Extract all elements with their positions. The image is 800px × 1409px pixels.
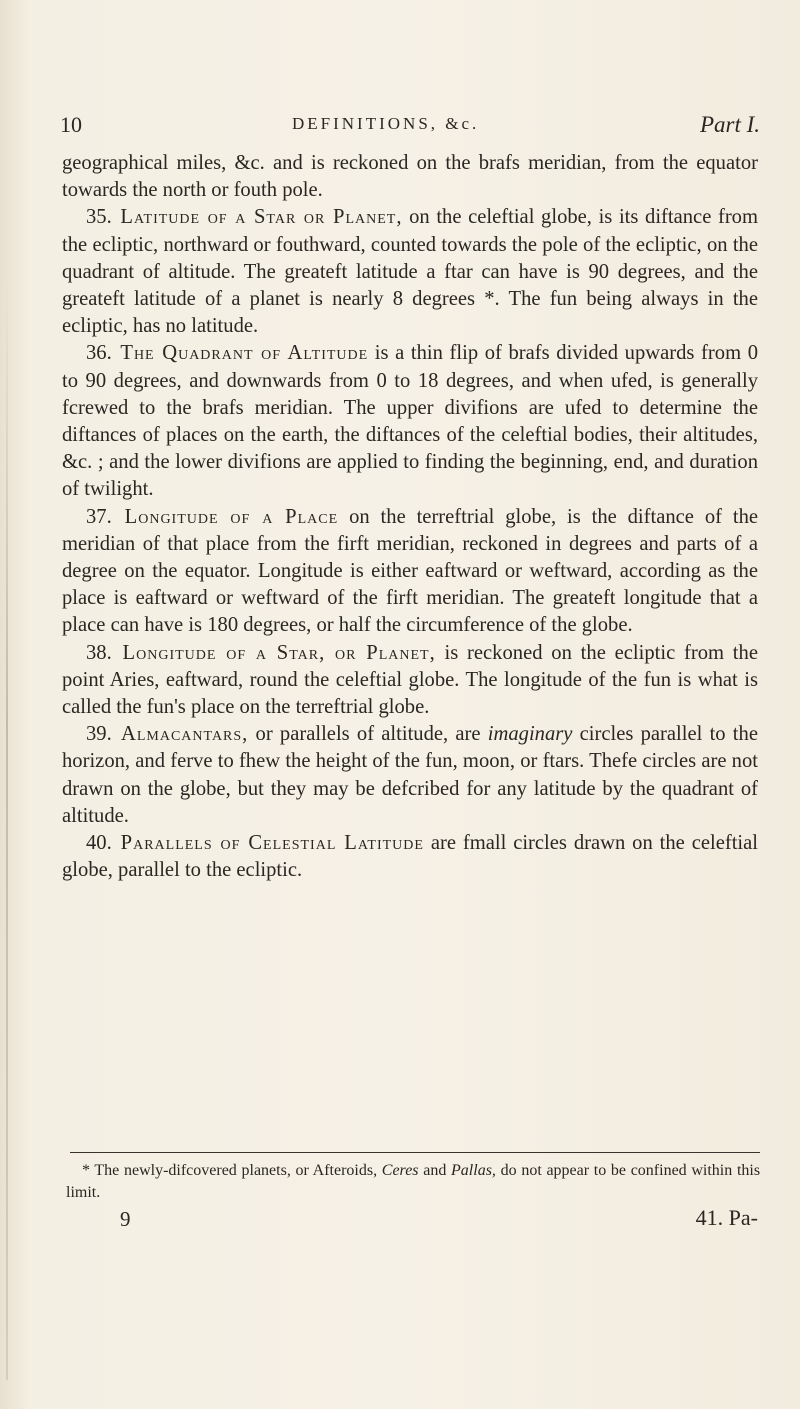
entry-number: 39. bbox=[86, 723, 112, 746]
entry-heading: Parallels of Celestial Latitude bbox=[120, 832, 424, 855]
entry-number: 38. bbox=[86, 641, 112, 664]
entry-heading: The Quadrant of Altitude bbox=[120, 342, 369, 365]
signature-mark: 9 bbox=[120, 1207, 131, 1231]
entry-39 bbox=[62, 721, 758, 830]
paragraph-text: geographical miles, &c. and is reckoned on the brafs meridian, from the equator towards the north or fouth pole. bbox=[62, 152, 758, 202]
entry-number: 35. bbox=[86, 206, 112, 229]
part-label: Part I. bbox=[699, 112, 760, 137]
entry-35 bbox=[62, 204, 758, 340]
entry-number: 40. bbox=[86, 832, 112, 855]
footnote-italic: Pallas, bbox=[451, 1162, 496, 1179]
entry-text: is reckoned on the ecliptic from the point Aries, eaftward, round the celeftial globe. The longitude of the fun is what is called the fun's place on the terreftrial globe. bbox=[62, 641, 758, 719]
footnote-text: The newly-difcovered planets, or Afteroids, bbox=[94, 1162, 378, 1179]
entry-text: are fmall circles drawn on the celeftial globe, parallel to the ecliptic. bbox=[62, 832, 759, 882]
footnote-text: do not appear to be confined within this limit. bbox=[66, 1162, 761, 1201]
entry-text-lead: or parallels of altitude, are bbox=[255, 723, 481, 746]
entry-heading: Almacantars, bbox=[120, 723, 249, 746]
footnote-italic: Ceres bbox=[381, 1162, 419, 1179]
footnote-marker: * bbox=[82, 1162, 90, 1179]
entry-number: 36. bbox=[86, 342, 112, 365]
entry-heading: Latitude of a Star or Planet, bbox=[120, 206, 403, 229]
page-number: 10 bbox=[60, 112, 82, 137]
entry-38 bbox=[62, 640, 758, 722]
catchword: 41. Pa- bbox=[695, 1205, 758, 1230]
paragraph-continuation bbox=[62, 150, 758, 204]
entry-text: on the celeftial globe, is its diftance from the ecliptic, northward or fouthward, counted towards the pole of the ecliptic, on the quadrant of altitude. The greateft latitude a ftar can have is 90 degrees, and the greateft latitude of a planet is nearly 8 degrees *. The fun being always in the ecliptic, has no latitude. bbox=[62, 206, 759, 338]
footnote bbox=[66, 1160, 760, 1204]
entry-heading: Longitude of a Star, or Planet, bbox=[122, 641, 436, 664]
page-edge-shadow bbox=[6, 280, 8, 1380]
entry-heading: Longitude of a Place bbox=[124, 505, 339, 528]
entry-italic-term: imaginary bbox=[487, 723, 573, 746]
entry-37 bbox=[62, 504, 758, 640]
main-text bbox=[62, 150, 758, 884]
footnote-text: and bbox=[423, 1162, 447, 1179]
entry-number: 37. bbox=[86, 505, 112, 528]
running-title: DEFINITIONS, &c. bbox=[292, 114, 480, 133]
entry-text: circles parallel to the horizon, and ferve to fhew the height of the fun, moon, or ftars. Thefe circles are not drawn on the globe, but they may be defcribed for any latitude by the quadrant of altitude. bbox=[62, 723, 758, 827]
entry-text: on the terreftrial globe, is the diftance of the meridian of that place from the firft meridian, reckoned in degrees and parts of a degree on the equator. Longitude is either eaftward or weftward, according as the place is eaftward or weftward of the firft meridian. The greateft longitude that a place can have is 180 degrees, or half the circumference of the globe. bbox=[62, 505, 759, 637]
footnote-rule bbox=[70, 1152, 760, 1153]
entry-text: is a thin flip of brafs divided upwards from 0 to 90 degrees, and downwards from 0 to 18 degrees, and when ufed, is generally fcrewed to the brafs meridian. The upper divifions are ufed to determine the diftances of places on the earth, the diftances of the celeftial bodies, their altitudes, &c. ; and the lower divifions are applied to finding the beginning, end, and duration of twilight. bbox=[62, 342, 758, 501]
entry-40 bbox=[62, 830, 758, 884]
entry-36 bbox=[62, 340, 758, 503]
running-head bbox=[60, 112, 760, 146]
